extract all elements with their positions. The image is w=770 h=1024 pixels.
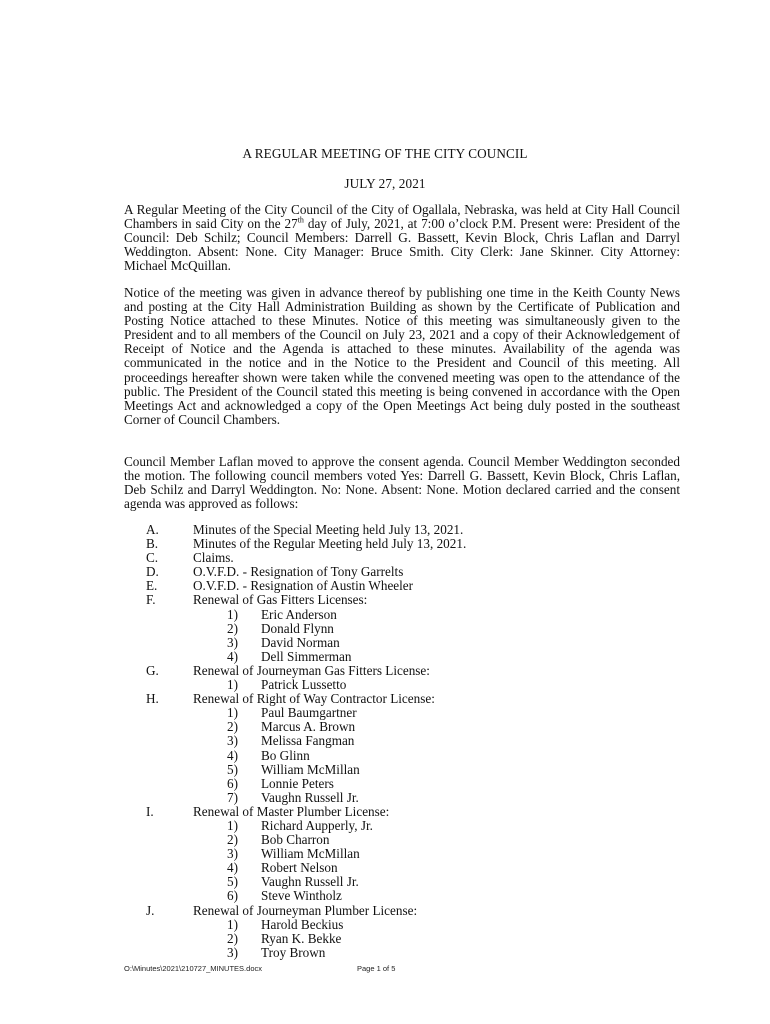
agenda-subitem <box>146 889 686 903</box>
document-title: A REGULAR MEETING OF THE CITY COUNCIL <box>242 146 528 161</box>
agenda-subitem <box>146 622 686 636</box>
agenda-subitem-number: 5) <box>227 761 238 777</box>
agenda-subitem-number: 1) <box>227 817 238 833</box>
agenda-subitem-name: Vaughn Russell Jr. <box>261 789 359 805</box>
agenda-subitem-number: 2) <box>227 832 238 848</box>
agenda-subitem <box>146 636 686 650</box>
agenda-item-text: Minutes of the Special Meeting held July 13, 2021. <box>193 522 464 537</box>
agenda-subitem-name: Lonnie Peters <box>261 775 334 791</box>
agenda-item-text: Renewal of Journeyman Plumber License: <box>193 902 418 918</box>
agenda-item-text: Renewal of Gas Fitters Licenses: <box>193 592 368 608</box>
ordinal-suffix: th <box>297 215 304 225</box>
agenda-item <box>146 805 686 819</box>
agenda-item <box>146 692 686 706</box>
agenda-subitem-number: 3) <box>227 846 238 862</box>
consent-agenda-list <box>146 523 686 960</box>
agenda-subitem-number: 2) <box>227 719 238 735</box>
agenda-item <box>146 593 686 607</box>
meeting-date: JULY 27, 2021 <box>344 176 426 191</box>
agenda-item <box>146 565 686 579</box>
agenda-subitem-number: 1) <box>227 606 238 622</box>
agenda-subitem-name: Marcus A. Brown <box>261 719 356 735</box>
agenda-subitem <box>146 749 686 763</box>
agenda-subitem-name: Eric Anderson <box>261 606 337 622</box>
agenda-subitem-name: William McMillan <box>261 761 360 777</box>
agenda-item-text: Renewal of Journeyman Gas Fitters License: <box>193 662 430 678</box>
agenda-subitem-name: Ryan K. Bekke <box>261 930 342 946</box>
agenda-subitem <box>146 875 686 889</box>
agenda-item <box>146 523 686 537</box>
agenda-item-text: Minutes of the Regular Meeting held July 13, 2021. <box>193 536 467 552</box>
agenda-subitem <box>146 706 686 720</box>
agenda-subitem-name: Patrick Lussetto <box>261 677 347 693</box>
agenda-subitem-name: Bo Glinn <box>261 747 310 763</box>
agenda-subitem <box>146 678 686 692</box>
agenda-item-letter: B. <box>146 536 159 552</box>
agenda-subitem-number: 6) <box>227 775 238 791</box>
agenda-subitem-name: Harold Beckius <box>261 916 344 932</box>
agenda-subitem <box>146 861 686 875</box>
agenda-subitem-name: Robert Nelson <box>261 860 338 876</box>
agenda-subitem <box>146 833 686 847</box>
footer-page-number: Page 1 of 5 <box>357 964 396 973</box>
attendance-paragraph <box>124 203 680 273</box>
agenda-subitem <box>146 918 686 932</box>
agenda-subitem-number: 1) <box>227 916 238 932</box>
agenda-item-letter: F. <box>146 592 156 608</box>
agenda-item-letter: H. <box>146 691 159 707</box>
agenda-item-letter: J. <box>146 902 155 918</box>
agenda-item <box>146 664 686 678</box>
agenda-item-text: O.V.F.D. - Resignation of Tony Garrelts <box>193 564 404 580</box>
agenda-item-letter: G. <box>146 662 159 678</box>
agenda-subitem-number: 1) <box>227 677 238 693</box>
agenda-subitem <box>146 763 686 777</box>
agenda-item-text: Renewal of Master Plumber License: <box>193 803 390 819</box>
agenda-subitem-name: Steve Wintholz <box>261 888 342 904</box>
agenda-item-letter: E. <box>146 578 158 594</box>
agenda-subitem-number: 6) <box>227 888 238 904</box>
agenda-subitem-name: Donald Flynn <box>261 620 334 636</box>
agenda-subitem-number: 5) <box>227 874 238 890</box>
agenda-subitem-name: Bob Charron <box>261 832 330 848</box>
agenda-subitem <box>146 847 686 861</box>
agenda-subitem-name: Melissa Fangman <box>261 733 355 749</box>
motion-paragraph: Council Member Laflan moved to approve the consent agenda. Council Member Weddington seconded the motion. The following council members voted Yes: Darrell G. Bassett, Kevin Block, Chris Laflan, Deb Schilz and Darryl Weddington. No: None. Absent: None. Motion declared carried and the consent agenda was approved as follows: <box>124 454 680 512</box>
agenda-subitem-number: 3) <box>227 944 238 960</box>
agenda-subitem <box>146 791 686 805</box>
agenda-subitem-name: Dell Simmerman <box>261 648 352 664</box>
agenda-item-text: Claims. <box>193 550 234 566</box>
agenda-subitem-name: David Norman <box>261 634 340 650</box>
agenda-item <box>146 904 686 918</box>
agenda-subitem-number: 4) <box>227 860 238 876</box>
agenda-subitem-number: 2) <box>227 620 238 636</box>
agenda-subitem-name: Paul Baumgartner <box>261 705 357 721</box>
agenda-item <box>146 579 686 593</box>
agenda-subitem-name: Vaughn Russell Jr. <box>261 874 359 890</box>
agenda-subitem-name: Richard Aupperly, Jr. <box>261 817 373 833</box>
agenda-subitem <box>146 608 686 622</box>
agenda-subitem-number: 4) <box>227 648 238 664</box>
agenda-subitem <box>146 720 686 734</box>
attendance-text-end: day of July, 2021, at 7:00 o’clock P.M. Present were: President of the Council: Deb Schilz; Council Members: Darrell G. Bassett, Kevin Block, Chris Laflan and Darryl Weddington. Absent: None. City Manager: Bruce Smith. City Clerk: Jane Skinner. City Attorney: Michael McQuillan. <box>124 216 680 274</box>
agenda-subitem-name: William McMillan <box>261 846 360 862</box>
attendance-text-start: A Regular Meeting of the City Council of the City of Ogallala, Nebraska, was held at City Hall Council Chambers in said City on the 27 <box>124 202 680 232</box>
agenda-subitem <box>146 734 686 748</box>
agenda-subitem-number: 7) <box>227 789 238 805</box>
agenda-item-letter: D. <box>146 564 159 580</box>
footer-file-path: O:\Minutes\2021\210727_MINUTES.docx <box>124 964 262 973</box>
agenda-subitem <box>146 819 686 833</box>
agenda-item-text: O.V.F.D. - Resignation of Austin Wheeler <box>193 578 414 594</box>
agenda-item <box>146 551 686 565</box>
agenda-item-letter: A. <box>146 522 159 537</box>
agenda-subitem-number: 1) <box>227 705 238 721</box>
agenda-item-letter: I. <box>146 803 154 819</box>
agenda-subitem <box>146 946 686 960</box>
agenda-subitem-number: 3) <box>227 634 238 650</box>
agenda-subitem-name: Troy Brown <box>261 944 326 960</box>
agenda-subitem-number: 2) <box>227 930 238 946</box>
agenda-item <box>146 537 686 551</box>
agenda-item-letter: C. <box>146 550 159 566</box>
agenda-item-text: Renewal of Right of Way Contractor License: <box>193 691 435 707</box>
agenda-subitem-number: 3) <box>227 733 238 749</box>
agenda-subitem <box>146 777 686 791</box>
agenda-subitem <box>146 932 686 946</box>
notice-paragraph: Notice of the meeting was given in advance thereof by publishing one time in the Keith County News and posting at the City Hall Administration Building as shown by the Certificate of Publication and Posting Notice attached to these Minutes. Notice of this meeting was simultaneously given to the President and to all members of the Council on July 23, 2021 and a copy of their Acknowledgement of Receipt of Notice and the Agenda is attached to these minutes. Availability of the agenda was communicated in the notice and in the Notice to the President and Council of this meeting. All proceedings hereafter shown were taken while the convened meeting was open to the attendance of the public. The President of the Council stated this meeting is being convened in accordance with the Open Meetings Act and acknowledged a copy of the Open Meetings Act being duly posted in the southeast Corner of Council Chambers. <box>124 285 680 427</box>
agenda-subitem-number: 4) <box>227 747 238 763</box>
agenda-subitem <box>146 650 686 664</box>
